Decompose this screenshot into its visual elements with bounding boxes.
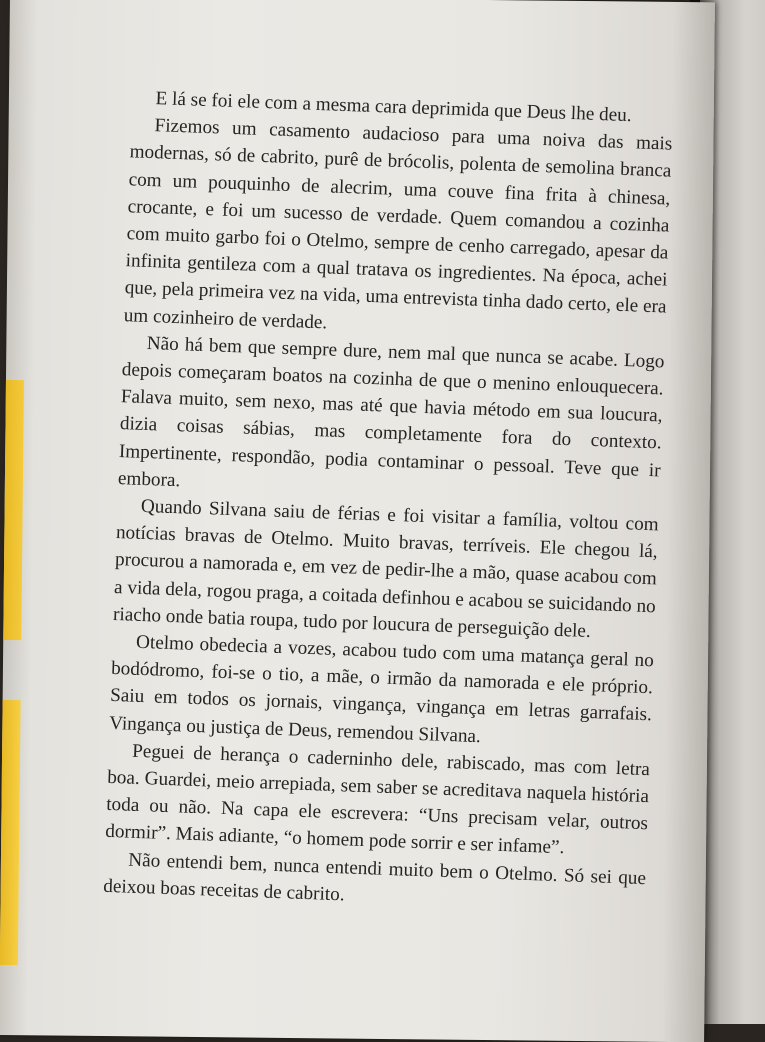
paragraph: E lá se foi ele com a mesma cara deprimida que Deus lhe deu.: [155, 88, 632, 127]
paragraph: Não há bem que sempre dure, nem mal que nunca se acabe. Logo depois começaram boatos na cozinha de que o menino enlouquecera. Falava muito, sem nexo, mas até que havia método em sua loucura, dizia coisas sábias, mas completamente fora do contexto. Impertinente, respondão, podia contaminar o pessoal. Teve que ir embora.: [117, 332, 665, 492]
page-text: [103, 84, 674, 919]
paragraph: Fizemos um casamento audacioso para uma noiva das mais modernas, só de cabrito, purê de brócolis, polenta de semolina branca com um pouquinho de alecrim, uma couve fina frita à chinesa, crocante, e foi um sucesso de verdade. Quem comandou a cozinha com muito garbo foi o Otelmo, sempre de cenho carregado, apesar da infinita gentileza com a qual tratava os ingredientes. Na época, achei que, pela primeira vez na vida, uma entrevista tinha dado certo, ele era um cozinheiro de verdade.: [123, 115, 673, 334]
paragraph: Peguei de herança o caderninho dele, rabiscado, mas com letra boa. Guardei, meio arrepiada, sem saber se acreditava naquela história toda ou não. Na capa ele escrevera: “Uns precisam velar, outros dormir”. Mais adiante, “o homem pode sorrir e ser infame”.: [104, 740, 651, 859]
sticky-note-tab-lower: [0, 700, 21, 965]
sticky-note-tab-upper: [3, 380, 24, 640]
paragraph: Não entendi bem, nunca entendi muito bem o Otelmo. Só sei que deixou boas receitas de cabrito.: [102, 849, 647, 906]
paragraph: Otelmo obedecia a vozes, acabou tudo com uma matança geral no bodódromo, foi-se o tio, a mãe, o irmão da namorada e ele próprio. Saiu em todos os jornais, vingança, vingança em letras garrafais. Vingança ou justiça de Deus, remendou Silvana.: [108, 631, 655, 747]
paragraph: Quando Silvana saiu de férias e foi visitar a família, voltou com notícias bravas de Otelmo. Muito bravas, terríveis. Ele chegou lá, procurou a namorada e, em vez de pedir-lhe a mão, quase acabou com a vida dela, rogou praga, a coitada definhou e acabou se suicidando no riacho onde batia roupa, tudo por loucura de perseguição dele.: [112, 495, 660, 642]
